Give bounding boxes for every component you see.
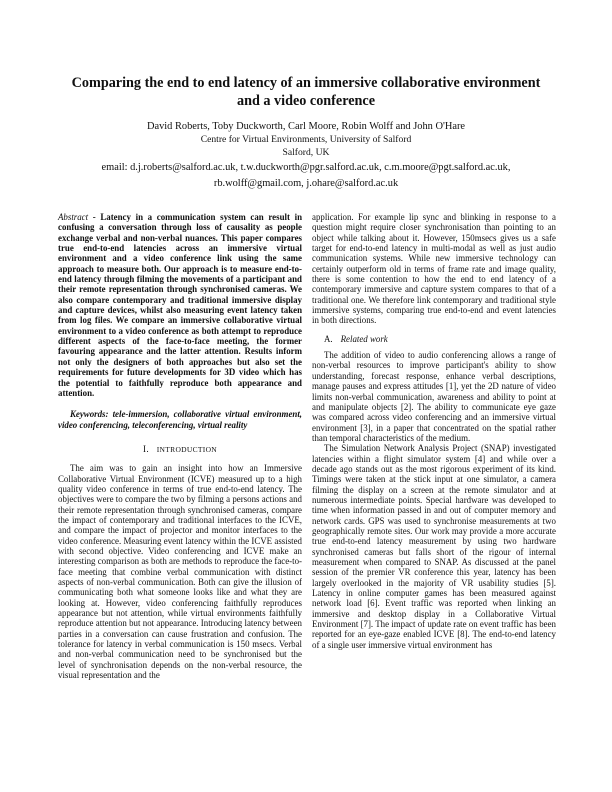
right-column <box>312 212 556 650</box>
section-number: I. <box>142 443 149 454</box>
affiliation-line-2: Salford, UK <box>282 146 330 158</box>
keywords: Keywords: tele-immersion, collaborative virtual environment, video conferencing, teleconferencing, virtual reality <box>58 409 302 430</box>
affiliation-line-1: Centre for Virtual Environments, University of Salford <box>200 134 412 145</box>
paper-title: Comparing the end to end latency of an immersive collaborative environment and a video conference <box>71 75 541 109</box>
abstract-label: Abstract <box>58 212 89 222</box>
abstract-text: - Latency in a communication system can result in confusing a conversation through loss of causality as people exchange verbal and non-verbal nuances. This paper compares true end-to-end latencies across an immersive virtual environment and a video conference link using the same approach to measure both. Our approach is to measure end-to-end latency through filming the movements of a participant and their remote representation through synchronised cameras. We also compare contemporary and traditional immersive display and capture devices, whilst also measuring event latency taken from log files. We compare an immersive collaborative virtual environment to a video conference as both attempt to reproduce different aspects of the face-to-face meeting, the former favouring appearance and the latter attention. Results inform not only the designers of both approaches but also set the requirements for future developments for 3D video which has the potential to faithfully reproduce both appearance and attention. <box>58 212 302 398</box>
subsection-heading-related-work <box>324 334 556 344</box>
subsection-title: Related work <box>340 333 388 344</box>
subsection-number: A. <box>324 333 333 344</box>
related-paragraph-2: The Simulation Network Analysis Project (SNAP) investigated latencies within a flight simulator system [4] and while over a decade ago stands out as the most rigorous experiment of its kind. Timings were taken at the stick input at one simulator, a camera filming the display on a screen at the remote simulator and at numerous intermediate points. Special hardware was developed to time when information passed in and out of computer memory and network cards. GPS was used to synchronise measurements at two geographically remote sites. Our work may provide a more accurate true end-to-end latency measurement by using two hardware synchronised cameras but falls short of the rigour of internal measurement when compared to SNAP. As discussed at the panel session of the premier VR conference this year, latency has been largely overlooked in the majority of VR usability studies [5]. Latency in online computer games has been measured against network load [6]. Event traffic was reported when linking an immersive and desktop display in a Collaborative Virtual Environment [7]. The impact of update rate on event traffic has been reported for an eye-gaze enabled ICVE [8]. The end-to-end latency of a single user immersive virtual environment has <box>312 443 556 650</box>
abstract <box>58 212 302 398</box>
intro-paragraph: The aim was to gain an insight into how an Immersive Collaborative Virtual Environment (ICVE) measured up to a high quality video conference in terms of true end-to-end latency. The objectives were to compare the two by filming a persons actions and their remote representation through synchronised cameras, compare the impact of contemporary and traditional interfaces to the ICVE, and compare the impact of projector and monitor interfaces to the video conference. Measuring event latency within the ICVE assisted with second objective. Video conferencing and ICVE make an interesting comparison as both are methods to reproduce the face-to-face meeting that combine verbal communication with distinct aspects of non-verbal communication. Both can give the illusion of communicating both what someone looks like and what they are looking at. However, video conferencing faithfully reproduces appearance but not attention, while virtual environments faithfully reproduce attention but not appearance. Introducing latency between parties in a conversation can cause frustration and confusion. The tolerance for latency in verbal communication is 150 msecs. Verbal and non-verbal communication need to be synchronised but the level of synchronisation depends on the non-verbal resource, the visual representation and the <box>58 463 302 681</box>
related-paragraph-1: The addition of video to audio conferencing allows a range of non-verbal resources to improve participant's ability to show understanding, forecast response, enhance verbal descriptions, manage pauses and express attitudes [1], yet the 2D nature of video limits non-verbal communication, awareness and ability to point at and manipulate objects [2]. The ability to communicate eye gaze was compared across video conferencing and an immersive virtual environment [3], in a paper that concentrated on the spatial rather than temporal characteristics of the medium. <box>312 350 556 443</box>
section-heading-introduction <box>58 444 302 455</box>
author-block <box>60 120 552 190</box>
emails-line-1: email: d.j.roberts@salford.ac.uk, t.w.duckworth@pgr.salford.ac.uk, c.m.moore@pgt.salford.ac.uk, <box>101 162 511 173</box>
emails-line-2: rb.wolff@gmail.com, j.ohare@salford.ac.uk <box>213 177 399 189</box>
section-title: INTRODUCTION <box>156 444 218 454</box>
left-column <box>58 212 302 680</box>
intro-continuation: application. For example lip sync and blinking in response to a question might require closer synchronisation than pointing to an object while talking about it. However, 150msecs gives us a safe target for end-to-end latency in multi-modal as well as just audio communication systems. While new immersive technology can certainly outperform old in terms of frame rate and image quality, there is some contention to how the end to end latency of a contemporary immersive and capture system compares to that of a traditional one. We therefore link contemporary and traditional style immersive systems, comparing true end-to-end and event latencies in both directions. <box>312 212 556 326</box>
author-names: David Roberts, Toby Duckworth, Carl Moore, Robin Wolff and John O'Hare <box>146 121 466 132</box>
